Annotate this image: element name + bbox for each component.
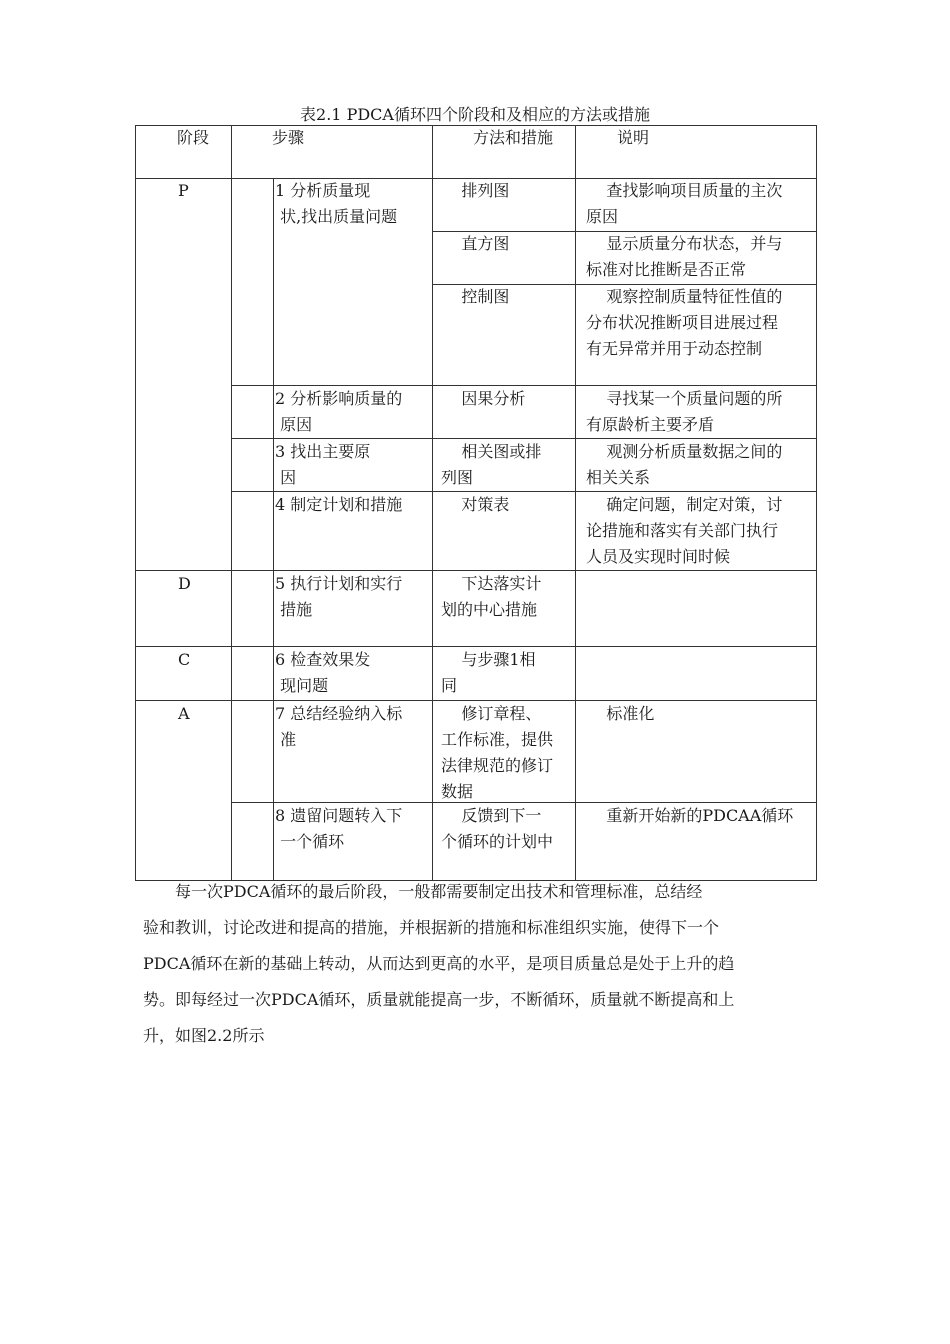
stage-p: P [178,181,189,200]
table-caption: 表2.1 PDCA循环四个阶段和及相应的方法或措施 [300,105,650,124]
stage-d: D [178,574,191,593]
paragraph-line: 势。即每经过一次PDCA循环，质量就能提高一步，不断循环，质量就不断提高和上 [143,990,735,1009]
step-cell: 4 制定计划和措施 [275,495,403,514]
column-divider [273,178,274,881]
stage-c: C [178,650,191,669]
note-cell: 重新开始新的PDCAA循环 [586,806,794,825]
method-cell: 控制图 [441,287,510,306]
method-cell: 下达落实计 划的中心措施 [441,574,542,619]
note-cell: 确定问题，制定对策，讨 论措施和落实有关部门执行 人员及实现时间时候 [586,495,783,566]
method-cell: 反馈到下一 个循环的计划中 [441,806,554,851]
stage-a: A [178,704,190,723]
method-cell: 与步骤1相 同 [441,650,536,695]
method-cell: 修订章程、 工作标准，提供 法律规范的修订 数据 [441,704,554,801]
method-cell: 因果分析 [441,389,526,408]
table-border-right [816,125,817,881]
column-divider [231,125,232,881]
step-cell: 1 分析质量现 状,找出质量问题 [275,181,398,226]
paragraph-line: 验和教训，讨论改进和提高的措施，并根据新的措施和标准组织实施，使得下一个 [143,918,720,937]
step-cell: 3 找出主要原 因 [275,442,371,487]
table-border-left [135,125,136,881]
note-cell: 查找影响项目质量的主次 原因 [586,181,783,226]
step-cell: 6 检查效果发 现问题 [275,650,371,695]
method-cell: 相关图或排 列图 [441,442,542,487]
step-cell: 7 总结经验纳入标 准 [275,704,403,749]
step-cell: 8 遗留问题转入下 一个循环 [275,806,403,851]
note-cell: 观察控制质量特征性值的 分布状况推断项目进展过程 有无异常并用于动态控制 [586,287,783,358]
header-method: 方法和措施 [473,128,554,147]
header-note: 说明 [617,128,650,147]
note-cell: 观测分析质量数据之间的 相关关系 [586,442,783,487]
column-divider [432,125,433,881]
header-step: 步骤 [272,128,305,147]
note-cell: 标准化 [586,704,655,723]
paragraph-line: 每一次PDCA循环的最后阶段，一般都需要制定出技术和管理标准，总结经 [175,882,703,901]
header-stage: 阶段 [177,128,210,147]
paragraph-line: 升，如图2.2所示 [143,1026,265,1045]
step-cell: 2 分析影响质量的 原因 [275,389,403,434]
method-cell: 排列图 [441,181,510,200]
step-cell: 5 执行计划和实行 措施 [275,574,403,619]
method-cell: 直方图 [441,234,510,253]
note-cell: 寻找某一个质量问题的所 有原龄析主要矛盾 [586,389,783,434]
note-cell: 显示质量分布状态，并与 标准对比推断是否正常 [586,234,783,279]
paragraph-line: PDCA循环在新的基础上转动，从而达到更高的水平，是项目质量总是处于上升的趋 [143,954,735,973]
method-cell: 对策表 [441,495,510,514]
column-divider [575,125,576,881]
